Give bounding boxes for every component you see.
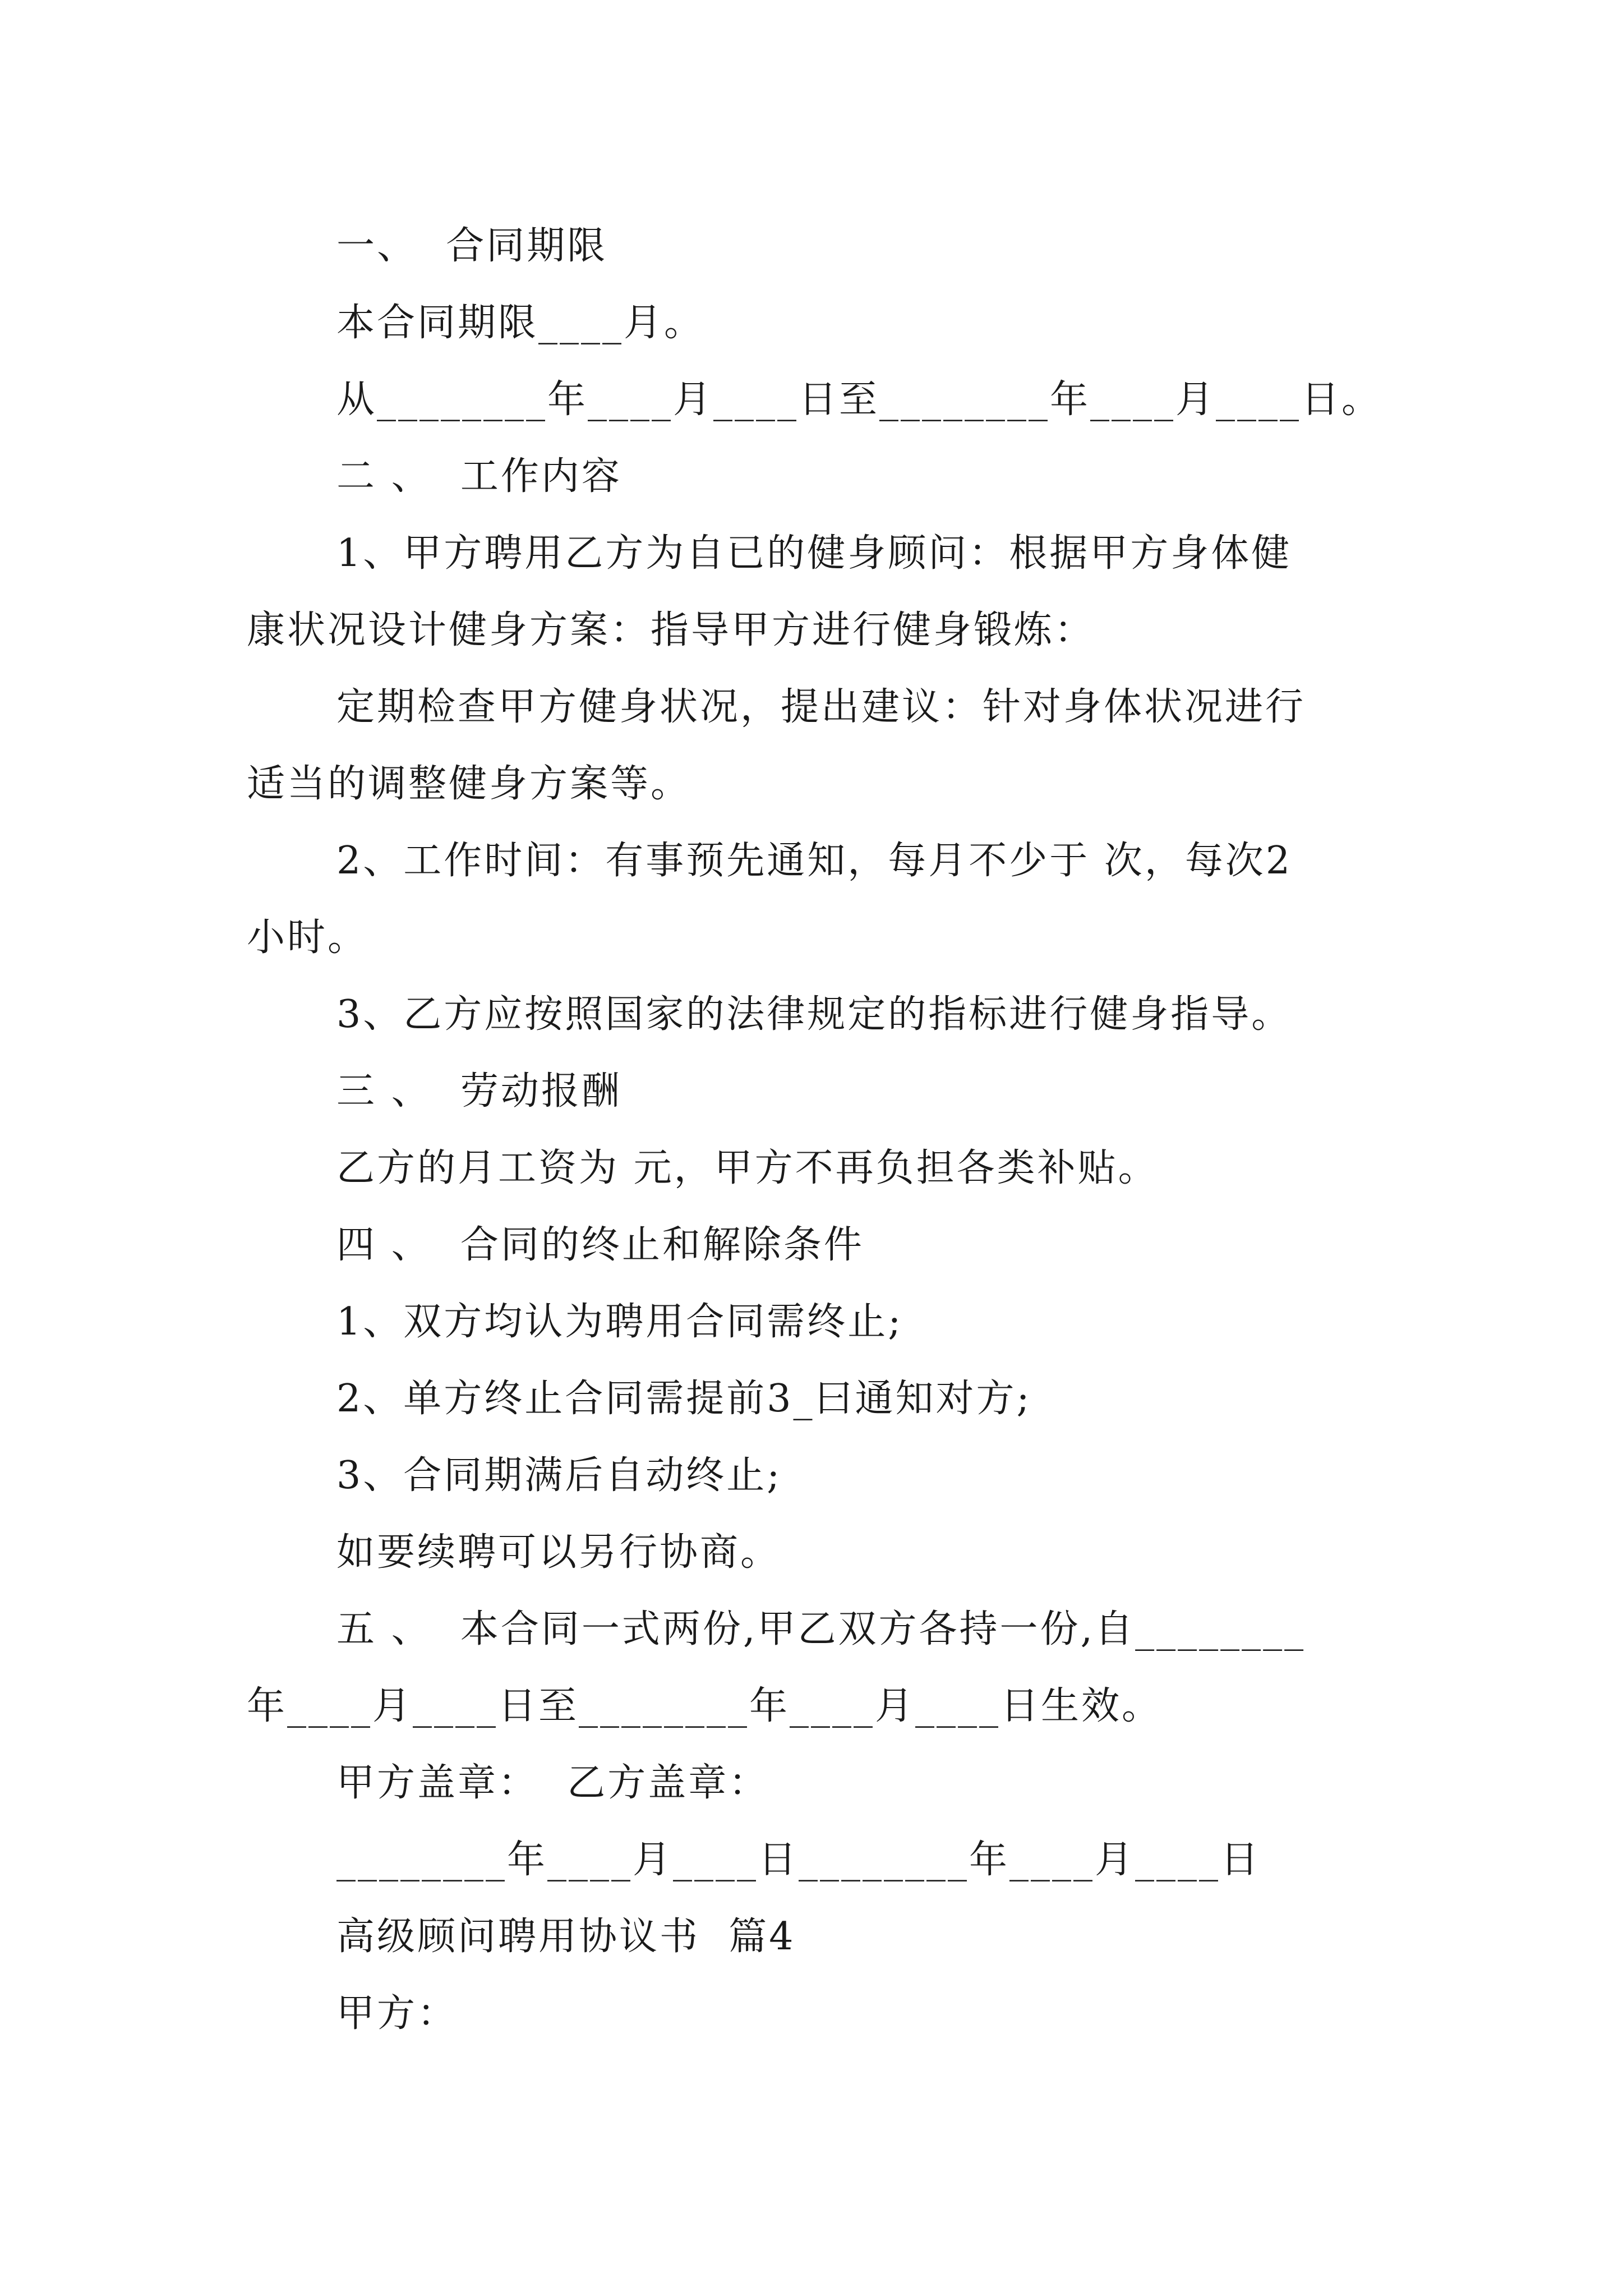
heading-work-content: 二 、 工作内容	[336, 454, 622, 499]
next-section-title: 高级顾问聘用协议书 篇4	[336, 1915, 796, 1959]
paragraph-term-months: 本合同期限____月。	[336, 301, 705, 345]
paragraph-periodic-check-continued: 适当的调整健身方案等。	[247, 762, 691, 806]
paragraph-salary: 乙方的月工资为 元，甲方不再负担各类补贴。	[336, 1146, 1159, 1190]
heading-copies: 五 、 本合同一式两份,甲乙双方各持一份,自________	[336, 1607, 1306, 1651]
paragraph-termination-2: 2、单方终止合同需提前3_曰通知对方;	[336, 1377, 1032, 1421]
paragraph-effective-dates: 年____月____日至________年____月____日生效。	[247, 1684, 1163, 1728]
document-body	[247, 208, 1385, 2052]
signature-dates: ________年____月____日________年____月____日	[336, 1838, 1261, 1882]
paragraph-item-2-continued: 小时。	[247, 915, 368, 960]
party-a-label: 甲方：	[336, 1991, 458, 2036]
signature-labels: 甲方盖章： 乙方盖章：	[336, 1761, 769, 1805]
paragraph-item-1-continued: 康状况设计健身方案：指导甲方进行健身锻炼：	[247, 608, 1095, 652]
paragraph-renewal: 如要续聘可以另行协商。	[336, 1530, 781, 1575]
paragraph-item-1: 1、甲方聘用乙方为自已的健身顾问：根据甲方身体健	[336, 531, 1292, 576]
heading-contract-term: 一、 合同期限	[336, 224, 608, 268]
paragraph-termination-1: 1、双方均认为聘用合同需终止;	[336, 1300, 903, 1344]
heading-remuneration: 三 、 劳动报酬	[336, 1069, 622, 1114]
paragraph-item-3: 3、乙方应按照国家的法律规定的指标进行健身指导。	[336, 992, 1292, 1037]
paragraph-termination-3: 3、合同期满后自动终止;	[336, 1453, 782, 1498]
paragraph-item-2: 2、工作时间：有事预先通知，每月不少于 次，每次2	[336, 839, 1293, 883]
paragraph-periodic-check: 定期检查甲方健身状况，提出建议：针对身体状况进行	[336, 685, 1306, 729]
paragraph-term-dates: 从________年____月____日至________年____月____日。	[336, 378, 1382, 422]
heading-termination: 四 、 合同的终止和解除条件	[336, 1223, 864, 1267]
